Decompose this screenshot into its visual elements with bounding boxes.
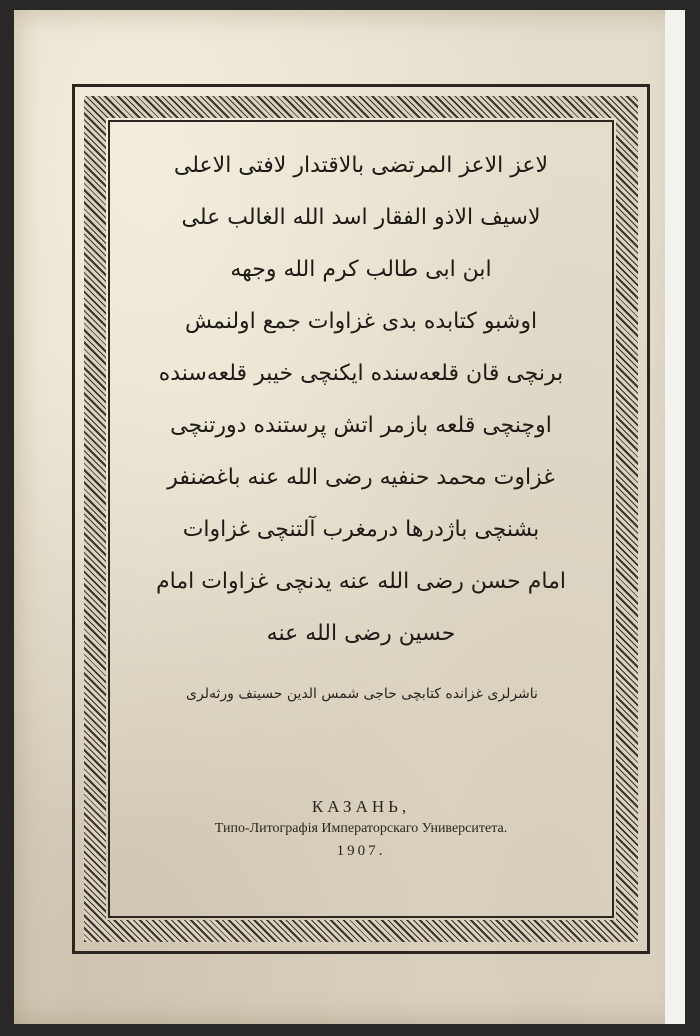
title-line: غزاوت محمد حنفيه رضى الله عنه باغضنفر xyxy=(167,465,555,490)
title-line: حسين رضى الله عنه xyxy=(266,621,456,646)
title-line: اوشبو كتابده بدى غزاوات جمع اولنمش xyxy=(184,309,538,334)
publisher-line: ناشرلرى غزانده كتابچى حاجى شمس الدين حسينف ورثه‌لرى xyxy=(186,686,538,702)
title-line: اوچنچى قلعه بازمر اتش پرستنده دورتنچى xyxy=(170,413,552,438)
title-line: امام حسن رضى الله عنه يدنچى غزاوات امام xyxy=(156,569,566,594)
imprint-year: 1907. xyxy=(336,843,386,859)
title-line: ابن ابى طالب كرم الله وجهه xyxy=(230,257,492,282)
title-block xyxy=(118,140,604,660)
title-line: لاسيف الاذو الفقار اسد الله الغالب على xyxy=(181,205,541,230)
imprint-printer: Типо-Литографія Императорскаго Университета. xyxy=(214,821,508,836)
imprint xyxy=(118,796,604,862)
imprint-city: КАЗАНЬ, xyxy=(311,797,411,816)
title-line: لاعز الاعز المرتضى بالاقتدار لافتى الاعلى xyxy=(173,153,549,178)
title-line: برنچى قان قلعه‌سنده ايكنچى خيبر قلعه‌سنده xyxy=(158,361,564,386)
title-line: بشنچى باژدرها درمغرب آلتنچى غزاوات xyxy=(182,517,540,542)
next-page-edge xyxy=(665,10,685,1024)
